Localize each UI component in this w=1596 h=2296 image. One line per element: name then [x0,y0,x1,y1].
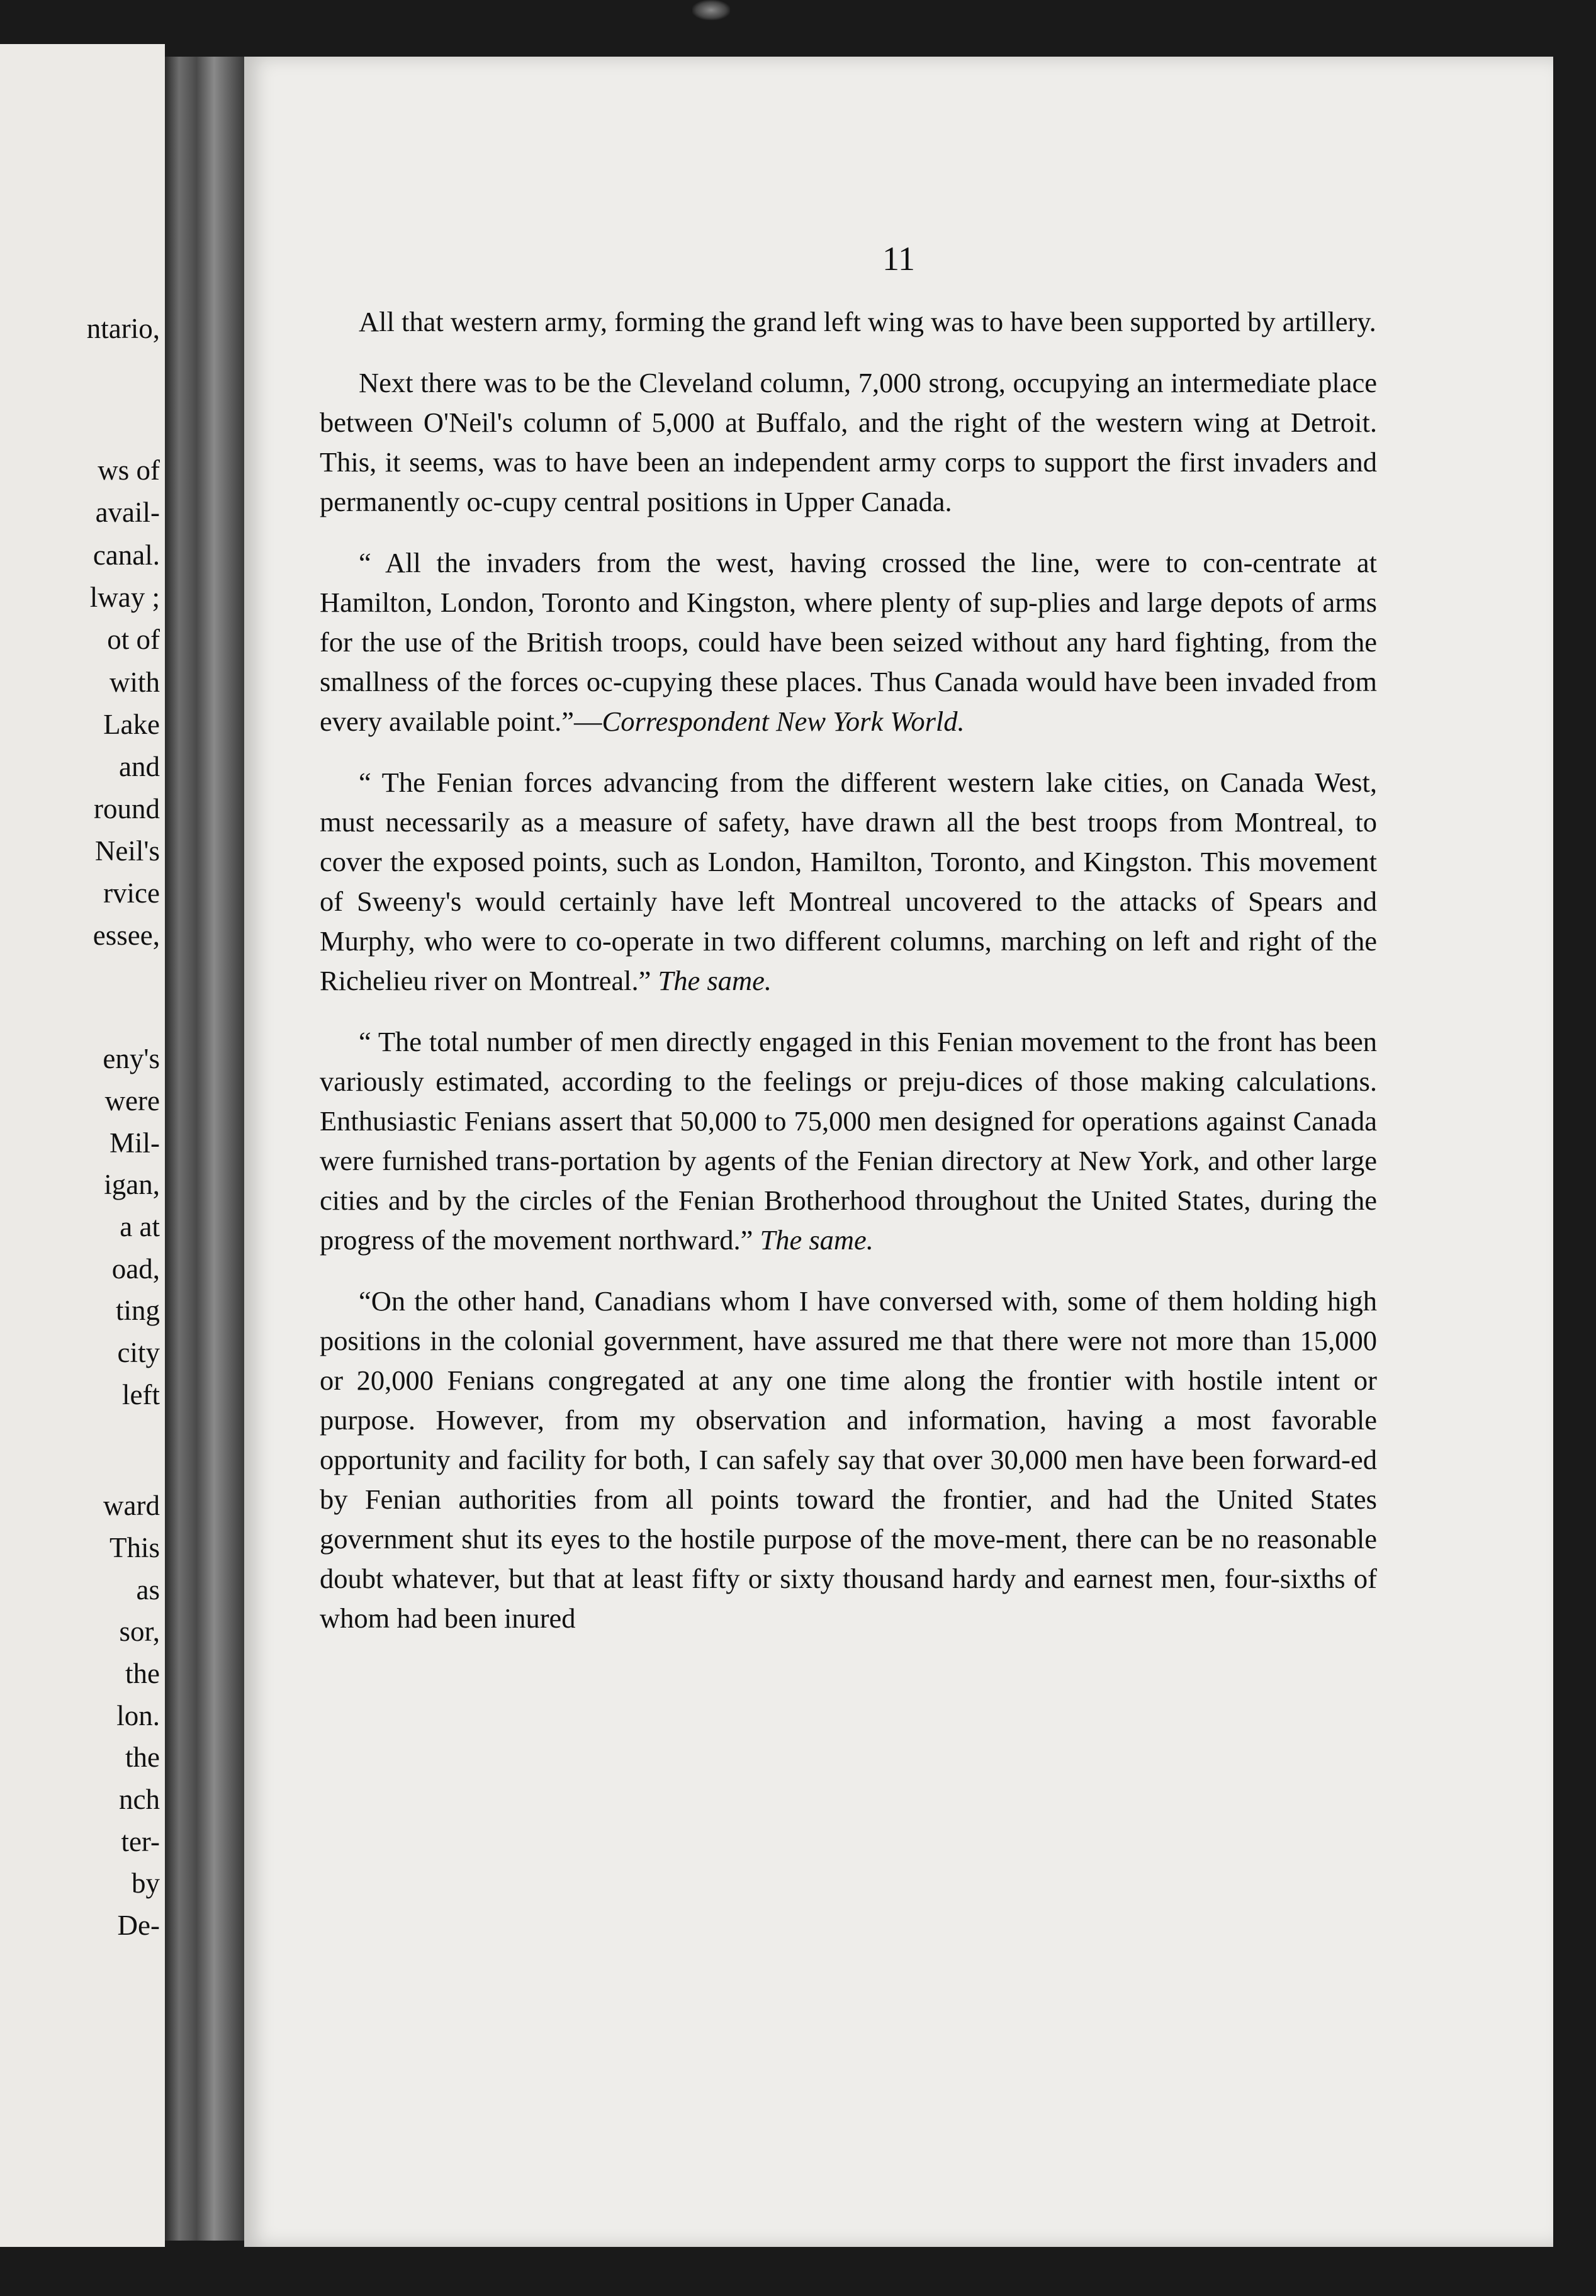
left-page-fragment: ter- [121,1826,160,1857]
paragraph-text: All that western army, forming the grand left wing was to have been supported by artillery. [359,306,1376,337]
paragraph-text: Next there was to be the Cleveland column, 7,000 strong, occupying an intermediate place between O'Neil's column of 5,000 at Buffalo, and the right of the western wing at Detroit. This, it seems, was to have been an independent army corps to support the first invaders and permanently oc-cupy central positions in Upper Canada. [320,367,1377,517]
left-page-fragment: igan, [104,1169,160,1200]
left-page-fragment: ws of [98,454,160,486]
left-page-fragment: a at [120,1211,160,1242]
left-page-fragment: avail- [95,497,160,528]
paragraph-text: “ The total number of men directly engaged in this Fenian movement to the front has been variously estimated, according to the feelings or preju-dices of those making calculations. Enthusiastic Fenians assert that 50,000 to 75,000 men designed for operations against Canada were furnished trans-portation by agents of the Fenian directory at New York, and other large cities and by the circles of the Fenian Brotherhood throughout the United States, during the progress of the movement northward.” [320,1026,1377,1256]
left-page-fragment: Neil's [94,835,160,867]
quote-attribution: The same. [658,965,772,996]
left-page-edge [0,44,165,2247]
left-page-fragment: ot of [107,624,160,655]
left-page-fragment: canal. [93,539,160,571]
book-binding-gutter [165,57,244,2241]
left-page-fragment: and [119,751,160,782]
left-page-fragment: De- [117,1910,160,1941]
quote-attribution: Correspondent New York World. [602,706,965,737]
paragraph [320,543,1377,741]
page-number: 11 [882,240,915,278]
paragraph [320,302,1377,342]
paragraph-text: “On the other hand, Canadians whom I have conversed with, some of them holding high positions in the colonial government, have assured me that there were not more than 15,000 or 20,000 Fenians congregated at any one time along the frontier with hostile intent or purpose. However, from my observation and information, having a most favorable opportunity and facility for both, I can safely say that over 30,000 men have been forward-ed by Fenian authorities from all points toward the frontier, and had the United States government shut its eyes to the hostile purpose of the move-ment, there can be no reasonable doubt whatever, but that at least fifty or sixty thousand hardy and earnest men, four-sixths of whom had been inured [320,1285,1377,1634]
left-page-fragment: ward [103,1490,160,1521]
book-page [244,57,1553,2247]
paragraph [320,1022,1377,1260]
left-page-fragment: sor, [119,1616,160,1647]
left-page-fragment: with [109,667,160,698]
left-page-fragment: were [104,1085,160,1117]
left-page-fragment: left [122,1379,160,1410]
left-page-fragment: by [132,1867,160,1899]
left-page-fragment: ntario, [86,313,160,344]
left-page-fragment: lway ; [89,582,160,613]
left-page-fragment: nch [119,1784,160,1815]
left-page-fragment: ting [115,1295,160,1326]
paragraph-text: “ All the invaders from the west, having crossed the line, were to con-centrate at Hamilton, London, Toronto and Kingston, where plenty of sup-plies and large depots of arms for the use of the British troops, could have been seized without any hard fighting, from the smallness of the forces oc-cupying these places. Thus Canada would have been invaded from every available point.”— [320,547,1377,737]
quote-attribution: The same. [760,1224,874,1256]
body-text [320,302,1377,1638]
paragraph [320,363,1377,522]
left-page-fragment: as [136,1574,160,1606]
left-page-fragment: eny's [103,1043,160,1074]
paragraph [320,763,1377,1001]
left-page-fragment: oad, [111,1253,160,1285]
left-page-fragment: round [94,793,160,824]
paragraph [320,1281,1377,1638]
left-page-fragment: the [125,1742,160,1773]
left-page-fragment: This [109,1532,160,1563]
left-page-fragment: Lake [103,709,160,740]
left-page-fragment: essee, [93,920,160,951]
left-page-fragment: city [117,1337,160,1368]
scan-speck [692,0,730,20]
left-page-fragment: rvice [103,877,160,909]
left-page-fragment: Mil- [109,1127,160,1159]
paragraph-text: “ The Fenian forces advancing from the different western lake cities, on Canada West, must necessarily as a measure of safety, have drawn all the best troops from Montreal, to cover the exposed points, such as London, Hamilton, Toronto, and Kingston. This movement of Sweeny's would certainly have left Montreal uncovered to the attacks of Spears and Murphy, who were to co-operate in two different columns, marching on left and right of the Richelieu river on Montreal.” [320,767,1377,996]
left-page-fragment: lon. [116,1700,160,1731]
left-page-fragment: the [125,1658,160,1689]
